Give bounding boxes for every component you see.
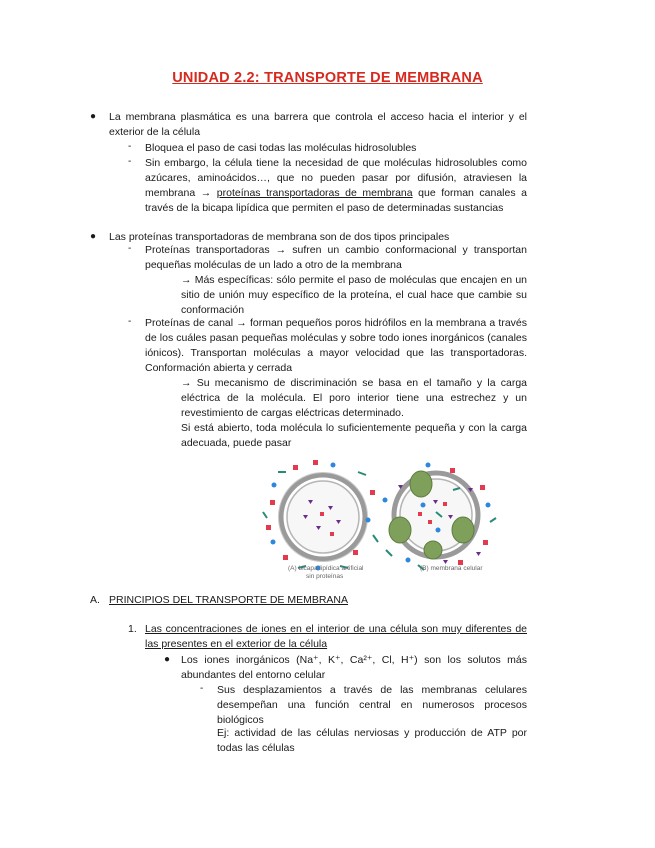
bullet-text: Las proteínas transportadoras de membrana son de dos tipos principales bbox=[109, 231, 450, 243]
sub-bullet-text: Proteínas de canal → forman pequeños poros hidrófilos en la membrana a través de los cuáles pasan pequeñas moléculas y sobre todo iones inorgánicos (canales iónicos). Transportan moléculas a mayor velocidad que las transportadoras. Conformación abierta y cerrada bbox=[145, 317, 527, 374]
sub-bullet-text: Proteínas transportadoras → sufren un cambio conformacional y transportan pequeñas moléculas de un lado a otro de la membrana bbox=[145, 244, 527, 271]
bullet-icon: ● bbox=[90, 231, 97, 242]
bullet-text: Los iones inorgánicos (Na⁺, K⁺, Ca²⁺, Cl, H⁺) son los solutos más abundantes del entorno celular bbox=[181, 654, 527, 681]
detail-text: Si está abierto, toda molécula lo suficientemente pequeña y con la carga adecuada, puede pasar bbox=[181, 422, 527, 449]
dash-icon: - bbox=[128, 316, 132, 327]
section-heading: PRINCIPIOS DEL TRANSPORTE DE MEMBRANA bbox=[109, 594, 349, 606]
membrane-figure bbox=[258, 460, 528, 585]
vesicle-cell-membrane bbox=[383, 463, 497, 571]
sub-bullet-text-part: Sin embargo, la célula tiene la necesidad de que moléculas hidrosolubles como azúcares, aminoácidos…, que no pueden pasar por difusión, atraviesen la membrana → bbox=[145, 157, 527, 199]
page-title: UNIDAD 2.2: TRANSPORTE DE MEMBRANA bbox=[172, 70, 483, 86]
detail-text: → Su mecanismo de discriminación se basa en el tamaño y la carga eléctrica de la molécula. El poro interior tiene una estrechez y un revestimiento de cargas eléctricas determinado. bbox=[181, 377, 527, 419]
bullet-icon: ● bbox=[164, 654, 171, 665]
figure-caption-a: (A) bicapa lipídica artificial bbox=[288, 565, 364, 572]
section-letter: A. bbox=[90, 594, 100, 606]
underlined-term: proteínas transportadoras de membrana bbox=[216, 187, 413, 199]
dash-icon: - bbox=[128, 141, 132, 152]
figure-caption-a-line2: sin proteínas bbox=[306, 573, 344, 580]
bullet-icon: ● bbox=[90, 111, 97, 122]
bullet-text: La membrana plasmática es una barrera que controla el acceso hacia el interior y el exterior de la célula bbox=[109, 111, 527, 138]
detail-text: → Más específicas: sólo permite el paso de moléculas que encajen en un sitio de unión muy específico de la proteína, el cual hace que cambie su conformación bbox=[181, 274, 527, 316]
dash-icon: - bbox=[128, 243, 132, 254]
example-text: Ej: actividad de las células nerviosas y producción de ATP por todas las células bbox=[217, 727, 527, 754]
sub-bullet-text-part: que forman canales a través de la bicapa lipídica que permiten el paso de determinadas sustancias bbox=[145, 187, 527, 214]
sub-bullet-text: Sus desplazamientos a través de las membranas celulares desempeñan una función central en numerosos procesos biológicos bbox=[217, 684, 527, 726]
vesicle-artificial-bilayer bbox=[263, 460, 378, 571]
sub-bullet-text: Bloquea el paso de casi todas las moléculas hidrosolubles bbox=[145, 142, 417, 154]
list-number: 1. bbox=[128, 623, 137, 635]
dash-icon: - bbox=[128, 156, 132, 167]
dash-icon: - bbox=[200, 683, 204, 694]
sub-bullet-text bbox=[145, 156, 527, 216]
figure-caption-b: (B) membrana celular bbox=[420, 565, 483, 572]
item-heading: Las concentraciones de iones en el interior de una célula son muy diferentes de las presentes en el exterior de la célula bbox=[145, 623, 527, 650]
